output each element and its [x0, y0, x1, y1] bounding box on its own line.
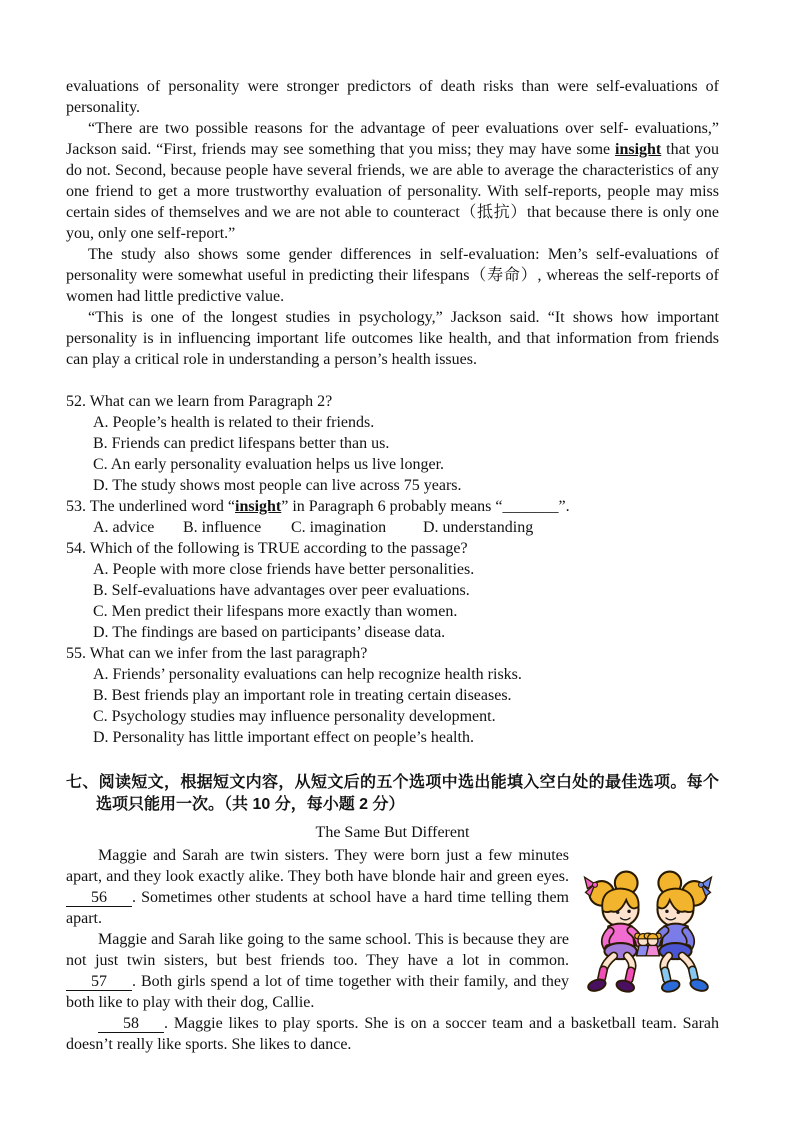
paragraph-text: “There are two possible reasons for the advantage of peer evaluations over self- evaluations,” Jackson said. “First, friends may see something that you miss; they may have some: [66, 120, 719, 158]
question-54: [66, 538, 719, 643]
twin-girls-clipart: [577, 861, 719, 1009]
option-55-a: A. Friends’ personality evaluations can help recognize health risks.: [93, 666, 522, 683]
article-paragraph-reasons: [66, 118, 719, 244]
question-text: ” in Paragraph 6 probably means “_______”.: [281, 498, 570, 515]
blank-57: 57: [66, 973, 132, 991]
option-55-d: D. Personality has little important effect on people’s health.: [93, 729, 474, 746]
underlined-keyword-insight: insight: [235, 498, 282, 515]
question-stem: [66, 496, 719, 517]
option-row-53: [66, 517, 719, 538]
question-text: What can we infer from the last paragraph?: [89, 645, 368, 662]
question-55: [66, 643, 719, 748]
option-54-b: B. Self-evaluations have advantages over peer evaluations.: [93, 582, 470, 599]
option-55-b: B. Best friends play an important role in treating certain diseases.: [93, 687, 512, 704]
question-number: 52.: [66, 393, 86, 410]
option-54-d: D. The findings are based on participants’ disease data.: [93, 624, 446, 641]
story-text: Maggie and Sarah like going to the same school. This is because they are not just twin sisters, but best friends too. They have a lot in common.: [66, 931, 569, 969]
story-text: Maggie and Sarah are twin sisters. They were born just a few minutes apart, and they look exactly alike. They both have blonde hair and green eyes.: [66, 847, 569, 885]
girl-left: [585, 872, 652, 994]
question-stem: [66, 643, 719, 664]
question-text: The underlined word “: [89, 498, 235, 515]
option-54-a: A. People with more close friends have better personalities.: [93, 561, 475, 578]
question-stem: [66, 538, 719, 559]
twin-girls-illustration: [577, 861, 719, 1009]
story-paragraph-3: [66, 1013, 719, 1055]
option-52-a: A. People’s health is related to their friends.: [93, 414, 375, 431]
article-paragraph-continuation: evaluations of personality were stronger predictors of death risks than were self-evaluations of personality.: [66, 78, 719, 116]
question-list: [66, 391, 719, 748]
option-53-d: D. understanding: [423, 519, 534, 536]
paragraph-text: that you do not. Second, because people have several friends, we are able to average the characteristics of any one friend to get a more trustworthy evaluation of personality. With self-reports, people may miss certain sides of themselves and we are not able to counteract（抵抗）that because there is only one you, only one self-report.”: [66, 141, 720, 242]
blank-56: 56: [66, 889, 132, 907]
document-page: [66, 76, 719, 1055]
option-53-a: A. advice: [93, 519, 155, 536]
option-53-c: C. imagination: [291, 519, 387, 536]
question-number: 55.: [66, 645, 86, 662]
section-7-heading: 七、阅读短文，根据短文内容，从短文后的五个选项中选出能填入空白处的最佳选项。每个选项只能用一次。（共 10 分，每小题 2 分）: [66, 774, 719, 813]
story-text: . Maggie likes to play sports. She is on a soccer team and a basketball team. Sarah doesn’t really like sports. She likes to dance.: [66, 1015, 719, 1053]
story-title: The Same But Different: [315, 824, 470, 841]
question-stem: [66, 391, 719, 412]
option-54-c: C. Men predict their lifespans more exactly than women.: [93, 603, 458, 620]
option-55-c: C. Psychology studies may influence personality development.: [93, 708, 496, 725]
question-text: What can we learn from Paragraph 2?: [89, 393, 333, 410]
option-52-b: B. Friends can predict lifespans better than us.: [93, 435, 390, 452]
article-paragraph-gender: The study also shows some gender differences in self-evaluation: Men’s self-evaluations of personality were somewhat useful in predicting their lifespans（寿命）, whereas the self-reports of women had little predictive value.: [66, 246, 719, 305]
cloze-story: [66, 845, 719, 1055]
girl-right: [644, 872, 711, 994]
option-52-c: C. An early personality evaluation helps us live longer.: [93, 456, 445, 473]
blank-58: 58: [98, 1015, 164, 1033]
story-text: . Both girls spend a lot of time together with their family, and they both like to play with their dog, Callie.: [66, 973, 569, 1011]
question-52: [66, 391, 719, 496]
story-text: . Sometimes other students at school have a hard time telling them apart.: [66, 889, 569, 927]
question-number: 53.: [66, 498, 86, 515]
underlined-keyword-insight: insight: [615, 141, 662, 158]
option-53-b: B. influence: [183, 519, 262, 536]
question-text: Which of the following is TRUE according to the passage?: [89, 540, 468, 557]
article-paragraph-quote: “This is one of the longest studies in psychology,” Jackson said. “It shows how important personality is in influencing important life outcomes like health, and that information from friends can play a critical role in understanding a person’s health issues.: [66, 309, 719, 368]
question-53: [66, 496, 719, 538]
question-number: 54.: [66, 540, 86, 557]
option-52-d: D. The study shows most people can live across 75 years.: [93, 477, 462, 494]
